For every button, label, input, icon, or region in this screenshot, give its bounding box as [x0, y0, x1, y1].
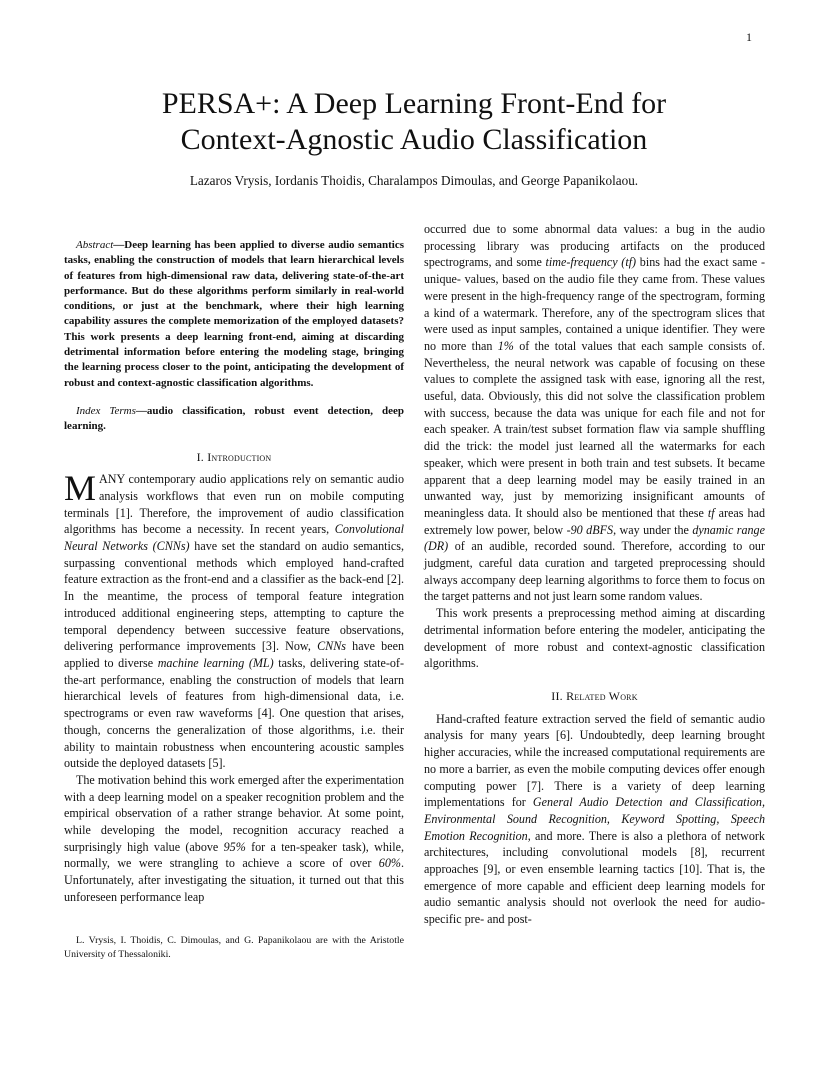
text-run: of an audible, recorded sound. Therefore, according to our judgment, careful data curation and targeted preprocessing should always accompany deep learning algorithms to force them to focus on the target patterns and not just learn some random values.: [424, 539, 765, 604]
abstract: [64, 238, 404, 391]
text-run-italic: dynamic range (DR): [424, 522, 765, 554]
text-run: , and more. There is also a plethora of network architectures, including convolutional models [8], recurrent approaches [9], or even ensemble learning tactics [10]. That is, the emergence of more capable and efficient deep learning models for audio semantic analysis should not overlook the need for audio-specific pre- and post-: [424, 828, 765, 927]
text-run: bins had the exact same -unique- values, based on the audio file they came from. These values were present in the high-frequency range of the spectrogram, forming a kind of a watermark. Therefore, any of the spectrogram slices that were used as input samples, contained a unique identifier. They were no more than: [424, 255, 765, 353]
left-column: [64, 238, 404, 906]
text-run-italic: 60%: [378, 856, 401, 871]
text-run: for a ten-speaker task), while, normally, we were strangling to achieve a score of over: [64, 839, 404, 871]
text-run-italic: 95%: [223, 839, 246, 854]
text-run: of the total values that each sample consists of. Nevertheless, the neural network was capable of focusing on these values to complete the assigned task with ease, ignoring all the rest, useful, data. Obviously, this did not solve the classification problem with success, because the data was unique for each file and not for each speaker. A train/test subset formation flaw via sample shuffling did the trick: the model just learned all the watermarks for each speaker, which were present in both train and test subsets. It became apparent that a deep learning model may be easily trained in an unwanted way, just by memorizing insignificant amounts of meaningless data. It should also be mentioned that these: [424, 338, 765, 520]
page-number: 1: [746, 30, 752, 44]
text-run: , way under the: [613, 522, 689, 537]
text-run-italic: machine learning (ML): [157, 656, 274, 670]
title-line-1: PERSA+: A Deep Learning Front-End for: [161, 87, 667, 120]
intro-paragraph-2-continued: [424, 221, 765, 605]
text-run-italic: CNNs: [317, 639, 346, 654]
section-heading-introduction: [64, 449, 404, 466]
text-run: The motivation behind this work emerged after the experimentation with a deep learning model on a speaker recognition problem and the empirical observation of a rather strange behavior. At some point, while developing the model, recognition accuracy reached a surprisingly high value (above: [64, 772, 404, 854]
index-terms-text: —audio classification, robust event detection, deep learning.: [64, 404, 404, 433]
text-run-italic: 1%: [497, 338, 514, 353]
intro-paragraph-2: [64, 772, 404, 906]
text-run: . Unfortunately, after investigating the situation, it turned out that this unforeseen performance leap: [64, 856, 404, 904]
right-column: [424, 221, 765, 928]
footnote: L. Vrysis, I. Thoidis, C. Dimoulas, and G. Papanikolaou are with the Aristotle University of Thessaloniki.: [64, 935, 404, 960]
section-title: Related Work: [566, 688, 638, 703]
index-terms: [64, 404, 404, 435]
text-run-italic: General Audio Detection and Classification, Environmental Sound Recognition, Keyword Spotting, Speech Emotion Recognition: [424, 795, 765, 843]
abstract-lead: Abstract: [76, 239, 114, 251]
text-run: occurred due to some abnormal data values: a bug in the audio processing library was producing artifacts on the produced spectrograms, and some: [424, 222, 765, 270]
text-run: tasks, delivering state-of-the-art performance, enabling the construction of models that learn hierarchical levels of features from high-dimensional data, i.e. spectrograms or even raw waveforms [4]. One question that arises, though, concerns the generalization of those algorithms, i.e. their ability to maintain robustness when encountering acoustic samples outside the deployed datasets [5].: [64, 656, 404, 771]
section-title: Introduction: [207, 449, 272, 464]
intro-paragraph-1: [64, 468, 405, 772]
text-run-italic: Convolutional Neural Networks (CNNs): [64, 522, 404, 554]
section-numeral: I.: [196, 449, 205, 464]
author-list: Lazaros Vrysis, Iordanis Thoidis, Charalampos Dimoulas, and George Papanikolaou.: [189, 173, 639, 188]
text-run: areas had extremely low power, below: [424, 505, 765, 537]
related-work-paragraph-1: [424, 711, 765, 928]
text-run: have set the standard on audio semantics, surpassing conventional methods which employed hand-crafted feature extraction as the front-end and a classifier as the back-end [2]. In the meantime, the process of temporal feature integration introduced additional engineering steps, attempting to capture the temporal dependency between successive feature observations, delivering performance improvements [3]. Now,: [64, 539, 405, 654]
drop-cap: M: [64, 468, 97, 509]
section-numeral: II.: [551, 688, 563, 703]
abstract-text: —Deep learning has been applied to diverse audio semantics tasks, enabling the construction of models that learn hierarchical levels of features from high-dimensional raw data, delivering state-of-the-art performance. But do these algorithms perform similarly in real-world conditions, or just at the benchmark, where their high learning capability assures the complete memorization of the employed datasets? This work presents a deep learning front-end, aiming at discarding detrimental information before entering the modeling stage, bringing the learning process closer to the point, anticipating the development of robust and context-agnostic classification algorithms.: [64, 239, 404, 389]
text-run: Hand-crafted feature extraction served the field of semantic audio analysis for many years [6]. Undoubtedly, deep learning brought higher accuracies, while the increased computational requirements are no more a barrier, as even the mobile computing devices offer enough computing power [7]. There is a variety of deep learning implementations for: [424, 711, 765, 810]
text-run: have been applied to diverse: [64, 639, 405, 670]
section-heading-related-work: [424, 688, 765, 705]
text-run-italic: tf: [707, 505, 715, 520]
index-terms-lead: Index Terms: [76, 404, 136, 417]
text-run-italic: time-frequency (tf): [545, 255, 637, 270]
text-run-italic: -90 dBFS: [566, 522, 614, 537]
text-run: ANY contemporary audio applications rely on semantic audio analysis workflows that even run on mobile computing terminals [1]. Therefore, the improvement of audio classification algorithms has become a necessity. In recent years,: [64, 472, 404, 537]
paper-title: [0, 86, 828, 158]
title-line-2: Context-Agnostic Audio Classification: [180, 123, 648, 156]
intro-paragraph-3: This work presents a preprocessing method aiming at discarding detrimental information before entering the modeler, anticipating the development of more robust and context-agnostic classification algorithms.: [424, 606, 765, 671]
